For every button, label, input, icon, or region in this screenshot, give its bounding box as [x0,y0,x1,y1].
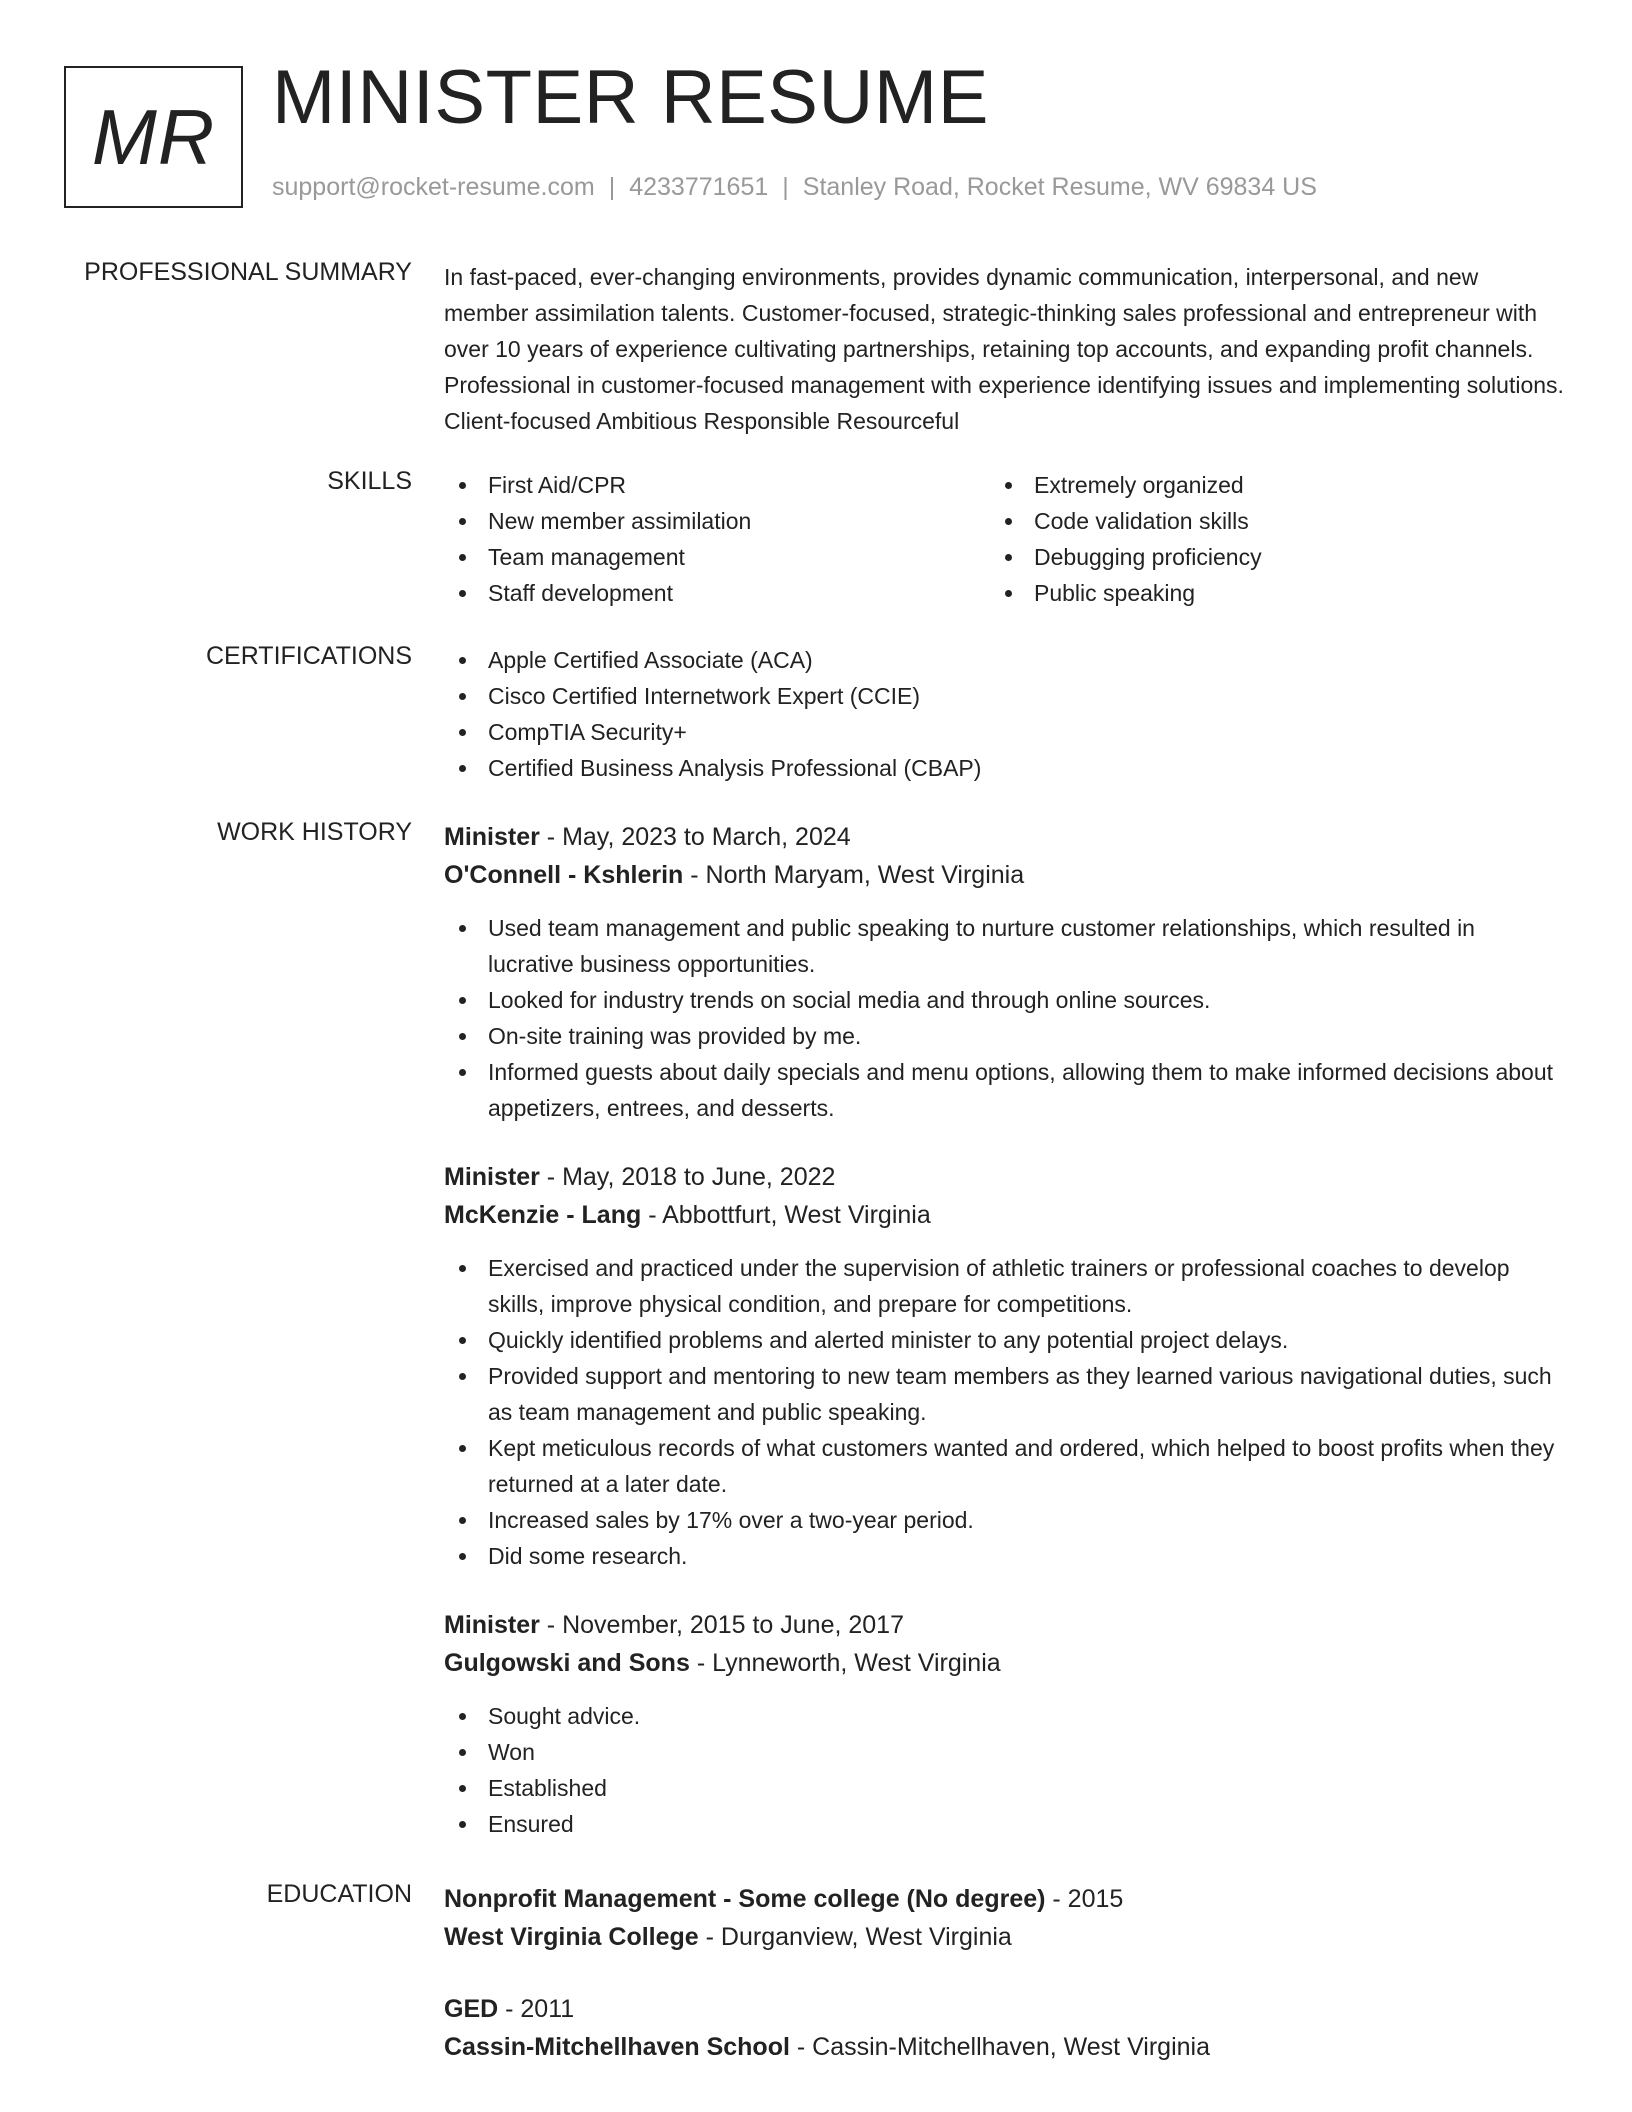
certifications-label: CERTIFICATIONS [205,642,412,670]
job-title: Minister [444,823,540,851]
job-title-line [444,1606,1564,1644]
skill-item: Team management [444,539,990,575]
job-duty: Increased sales by 17% over a two-year period. [444,1502,1564,1538]
monogram-box [64,66,243,208]
job-duty: Quickly identified problems and alerted minister to any potential project delays. [444,1322,1564,1358]
job-duty: Won [444,1734,1564,1770]
education-entry [444,1880,1564,1956]
education-degree: GED [444,1995,499,2023]
job-location: - North Maryam, West Virginia [683,861,1025,889]
job-duty: On-site training was provided by me. [444,1018,1564,1054]
certification-item: CompTIA Security+ [444,714,1564,750]
skill-item: Extremely organized [990,467,1536,503]
skills-label: SKILLS [327,467,412,495]
education-school-line [444,2028,1564,2066]
job-duties-list [444,1698,1564,1842]
job-company: O'Connell - Kshlerin [444,861,684,889]
skill-item: New member assimilation [444,503,990,539]
page-title: MINISTER RESUME [272,55,989,140]
job-title: Minister [444,1611,540,1639]
education-location: - Cassin-Mitchellhaven, West Virginia [789,2033,1210,2061]
job-title-line [444,1158,1564,1196]
job-dates: - May, 2018 to June, 2022 [539,1163,836,1191]
contact-separator: | [782,173,789,201]
job-company-line [444,1644,1564,1682]
job-duty: Established [444,1770,1564,1806]
job-duties-list [444,1250,1564,1574]
education-entry [444,1990,1564,2066]
certifications-list [444,642,1564,786]
job-duty: Used team management and public speaking to nurture customer relationships, which resulted in lucrative business opportunities. [444,910,1564,982]
job-company: Gulgowski and Sons [444,1649,690,1677]
education-school-line [444,1918,1564,1956]
contact-address: Stanley Road, Rocket Resume, WV 69834 US [802,173,1317,201]
job-location: - Lynneworth, West Virginia [689,1649,1001,1677]
skill-item: Public speaking [990,575,1536,611]
skills-content [444,467,1564,611]
job-location: - Abbottfurt, West Virginia [641,1201,931,1229]
skill-item: Staff development [444,575,990,611]
certification-item: Cisco Certified Internetwork Expert (CCIE) [444,678,1564,714]
job-title: Minister [444,1163,540,1191]
summary-label: PROFESSIONAL SUMMARY [84,258,412,286]
skill-item: Debugging proficiency [990,539,1536,575]
certifications-content [444,642,1564,786]
job-title-line [444,818,1564,856]
monogram-initials: MR [91,92,216,181]
education-year: - 2015 [1045,1885,1124,1913]
education-degree-line [444,1880,1564,1918]
job-company-line [444,1196,1564,1234]
job-duty: Did some research. [444,1538,1564,1574]
job-entry [444,1606,1564,1842]
education-label: EDUCATION [266,1880,412,1908]
job-company: McKenzie - Lang [444,1201,642,1229]
job-dates: - May, 2023 to March, 2024 [539,823,851,851]
job-duty: Kept meticulous records of what customers wanted and ordered, which helped to boost profits when they returned at a later date. [444,1430,1564,1502]
job-entry [444,1158,1564,1574]
education-location: - Durganview, West Virginia [698,1923,1012,1951]
education-school: Cassin-Mitchellhaven School [444,2033,790,2061]
job-duty: Ensured [444,1806,1564,1842]
contact-email[interactable]: support@rocket-resume.com [272,173,595,201]
contact-separator: | [608,173,616,201]
skill-item: Code validation skills [990,503,1536,539]
skills-grid [444,467,1564,611]
skills-column-2 [990,467,1536,611]
certification-item: Certified Business Analysis Professional (CBAP) [444,750,1564,786]
education-year: - 2011 [498,1995,575,2023]
certification-item: Apple Certified Associate (ACA) [444,642,1564,678]
work-history-label: WORK HISTORY [217,818,412,846]
education-degree-line [444,1990,1564,2028]
job-duty: Sought advice. [444,1698,1564,1734]
job-duty: Looked for industry trends on social media and through online sources. [444,982,1564,1018]
job-duty: Provided support and mentoring to new team members as they learned various navigational duties, such as team management and public speaking. [444,1358,1564,1430]
contact-line [272,173,1317,202]
contact-phone[interactable]: 4233771651 [629,173,769,201]
education-school: West Virginia College [444,1923,699,1951]
job-entry [444,818,1564,1126]
job-company-line [444,856,1564,894]
job-dates: - November, 2015 to June, 2017 [539,1611,904,1639]
education-degree: Nonprofit Management - Some college (No degree) [444,1885,1046,1913]
skills-column-1 [444,467,990,611]
job-duties-list [444,910,1564,1126]
job-duty: Informed guests about daily specials and menu options, allowing them to make informed decisions about appetizers, entrees, and desserts. [444,1054,1564,1126]
summary-text: In fast-paced, ever-changing environments, provides dynamic communication, interpersonal, and new member assimilation talents. Customer-focused, strategic-thinking sales professional and entrepreneur with over 10 years of experience cultivating partnerships, retaining top accounts, and expanding profit channels. Professional in customer-focused management with experience identifying issues and implementing solutions. Client-focused Ambitious Responsible Resourceful [444,264,1564,434]
skill-item: First Aid/CPR [444,467,990,503]
job-duty: Exercised and practiced under the supervision of athletic trainers or professional coaches to develop skills, improve physical condition, and prepare for competitions. [444,1250,1564,1322]
